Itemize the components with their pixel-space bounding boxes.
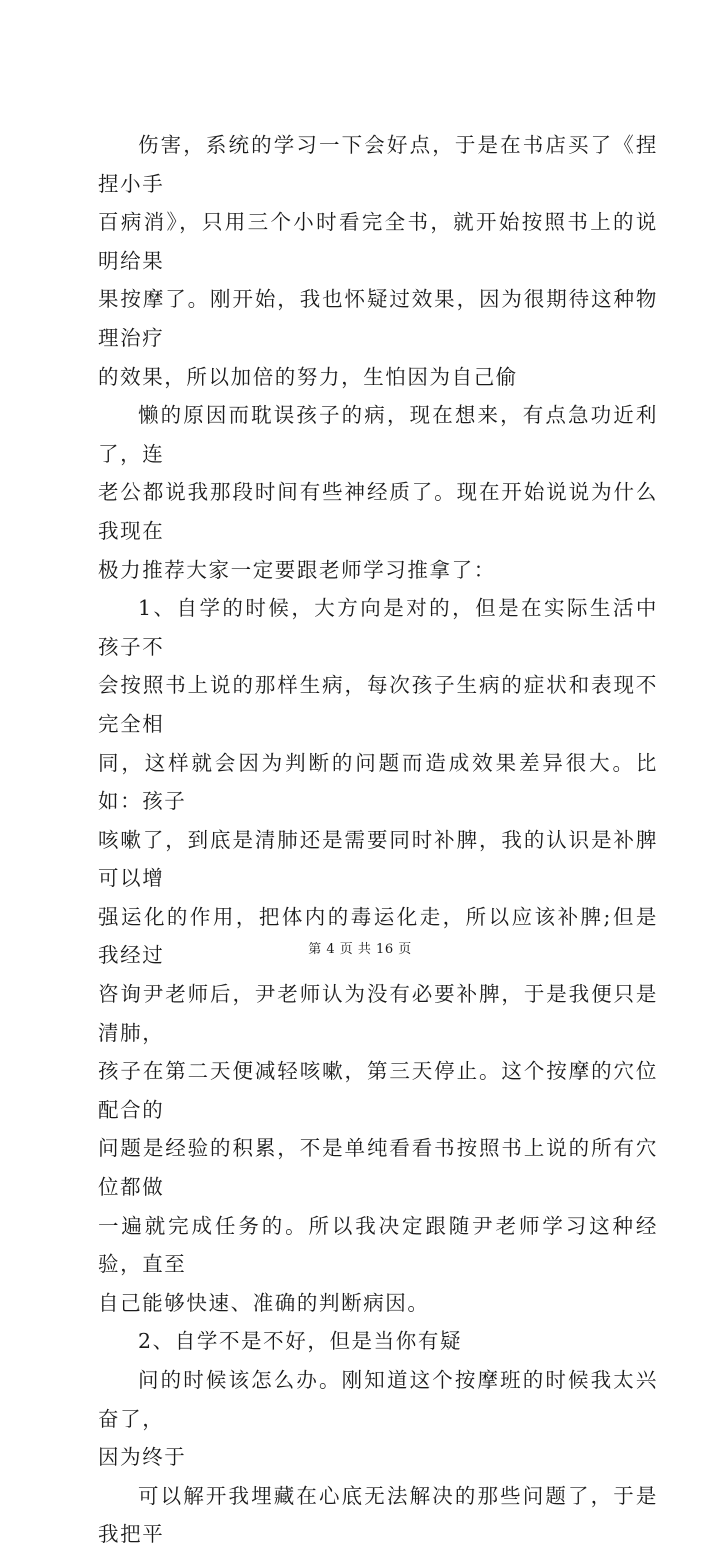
text-line: 强运化的作用，把体内的毒运化走，所以应该补脾;但是我经过: [98, 904, 658, 968]
text-line: 同，这样就会因为判断的问题而造成效果差异很大。比如：孩子: [98, 750, 658, 814]
body-text: [98, 126, 658, 1554]
text-line: 因为终于: [98, 1445, 187, 1470]
text-line: 会按照书上说的那样生病，每次孩子生病的症状和表现不完全相: [98, 673, 658, 736]
text-line: 伤害，系统的学习一下会好点，于是在书店买了《捏捏小手: [98, 133, 658, 196]
text-line: 2、自学不是不好，但是当你有疑: [138, 1329, 463, 1354]
text-line: 极力推荐大家一定要跟老师学习推拿了：: [98, 557, 496, 582]
paragraph: [98, 1322, 658, 1361]
text-line: 老公都说我那段时间有些神经质了。现在开始说说为什么我现在: [98, 480, 658, 543]
text-line: 咨询尹老师后，尹老师认为没有必要补脾，于是我便只是清肺，: [98, 982, 658, 1045]
text-line: 问的时候该怎么办。刚知道这个按摩班的时候我太兴奋了，: [98, 1368, 658, 1431]
text-line: 自己能够快速、准确的判断病因。: [98, 1290, 430, 1315]
text-line: 咳嗽了，到底是清肺还是需要同时补脾，我的认识是补脾可以增: [98, 827, 658, 891]
page-footer: 第 4 页 共 16 页: [308, 942, 412, 957]
text-line: 懒的原因而耽误孩子的病，现在想来，有点急功近利了，连: [98, 403, 658, 466]
text-line: 百病消》，只用三个小时看完全书，就开始按照书上的说明给果: [98, 210, 658, 273]
text-line: 1、自学的时候，大方向是对的，但是在实际生活中孩子不: [98, 596, 658, 659]
paragraph: [98, 1361, 658, 1477]
text-line: 果按摩了。刚开始，我也怀疑过效果，因为很期待这种物理治疗: [98, 287, 658, 350]
text-line: 问题是经验的积累，不是单纯看看书按照书上说的所有穴位都做: [98, 1136, 658, 1200]
text-line: 孩子在第二天便减轻咳嗽，第三天停止。这个按摩的穴位配合的: [98, 1059, 658, 1122]
paragraph: [98, 1477, 658, 1554]
text-line: 一遍就完成任务的。所以我决定跟随尹老师学习这种经验，直至: [98, 1213, 658, 1277]
text-line: 的效果，所以加倍的努力，生怕因为自己偷: [98, 364, 518, 389]
paragraph: [98, 126, 658, 396]
text-line: 可以解开我埋藏在心底无法解决的那些问题了，于是我把平: [98, 1483, 658, 1547]
paragraph: [98, 396, 658, 589]
